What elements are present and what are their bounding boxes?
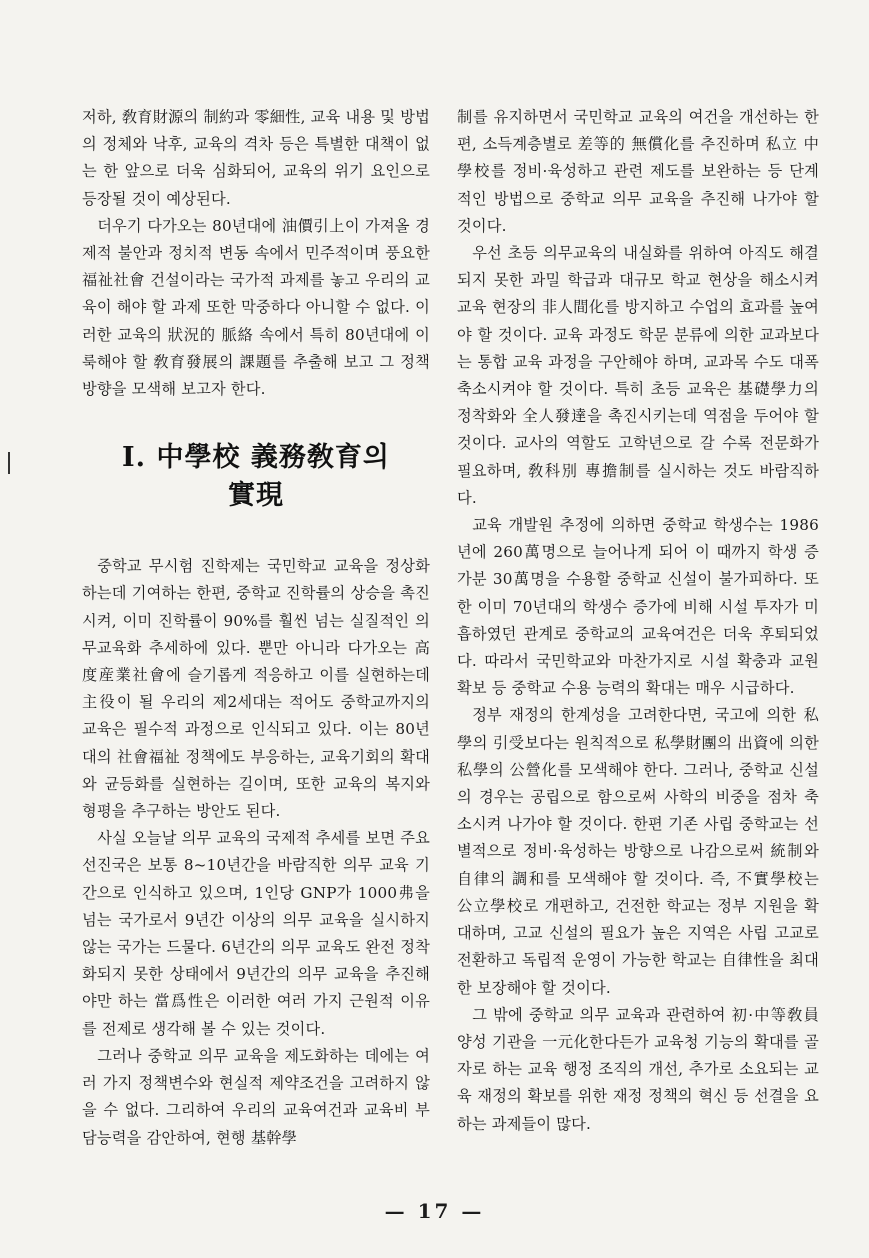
right-paragraph-2: 교육 개발원 추정에 의하면 중학교 학생수는 1986년에 260萬명으로 늘어나게 되어 이 때까지 학생 증가분 30萬명을 수용할 중학교 신설이 불가피하다. 또한 이미 70년대의 학생수 증가에 비해 시설 투자가 미흡하였던 관계로 중학교의 교육여건은 더욱 후퇴되었다. 따라서 국민학교와 마찬가지로 시설 확충과 교원 확보 등 중학교 수용 능력의 확대는 매우 시급하다. <box>457 516 819 698</box>
margin-mark <box>8 452 10 474</box>
section-heading-line2: 實現 <box>228 480 284 512</box>
section-heading <box>82 439 430 515</box>
right-paragraph-1: 우선 초등 의무교육의 내실화를 위하여 아직도 해결되지 못한 과밀 학급과 대규모 학교 현상을 해소시켜 교육 현장의 非人間化를 방지하고 수업의 효과를 높여야 할 것이다. 교육 과정도 학문 분류에 의한 교과보다는 통합 교육 과정을 구안해야 하며, 교과목 수도 대폭 축소시켜야 할 것이다. 특히 초등 교육은 基礎學力의 정착화와 全人發達을 촉진시키는데 역점을 두어야 할 것이다. 교사의 역할도 고학년으로 갈 수록 전문화가 필요하며, 敎科別 專擔制를 실시하는 것도 바람직하다. <box>457 244 819 507</box>
body-paragraph-1: 중학교 무시험 진학제는 국민학교 교육을 정상화하는데 기여하는 한편, 중학교 진학률의 상승을 촉진시켜, 이미 진학률이 90%를 훨씬 넘는 실질적인 의무교육화 추세하에 있다. 뿐만 아니라 다가오는 高度産業社會에 슬기롭게 적응하고 이를 실현하는데 主役이 될 우리의 제2세대는 적어도 중학교까지의 교육은 필수적 과정으로 인식되고 있다. 이는 80년대의 社會福祉 정책에도 부응하는, 교육기회의 확대와 균등화를 실현하는 길이며, 또한 교육의 복지와 형평을 추구하는 방안도 된다. <box>82 557 430 821</box>
body-paragraph-3: 그러나 중학교 의무 교육을 제도화하는 데에는 여러 가지 정책변수와 현실적 제약조건을 고려하지 않을 수 없다. 그리하여 우리의 교육여건과 교육비 부담능력을 감안하여, 현행 基幹學 <box>82 1046 430 1147</box>
page-number: — 17 — <box>384 1199 485 1223</box>
right-paragraph-4: 그 밖에 중학교 의무 교육과 관련하여 初·中等敎員 양성 기관을 一元化한다든가 교육청 기능의 확대를 골자로 하는 교육 행정 조직의 개선, 추가로 소요되는 교육 재정의 확보를 위한 재정 정책의 혁신 등 선결을 요하는 과제들이 많다. <box>457 1005 819 1133</box>
intro-paragraph-1: 저하, 敎育財源의 制約과 零細性, 교육 내용 및 방법의 정체와 낙후, 교육의 격차 등은 특별한 대책이 없는 한 앞으로 더욱 심화되어, 교육의 위기 요인으로 등장될 것이 예상된다. <box>82 108 430 208</box>
right-column <box>457 104 819 1138</box>
right-paragraph-3: 정부 재정의 한계성을 고려한다면, 국고에 의한 私學의 引受보다는 원칙적으로 私學財團의 出資에 의한 私學의 公營化를 모색해야 한다. 그러나, 중학교 신설의 경우는 공립으로 함으로써 사학의 비중을 점차 축소시켜 나가야 할 것이다. 한편 기존 사립 중학교는 선별적으로 정비·육성하는 방향으로 나감으로써 統制와 自律의 調和를 모색해야 할 것이다. 즉, 不實學校는 公立學校로 개편하고, 건전한 학교는 정부 지원을 확대하며, 고교 신설의 필요가 높은 지역은 사립 고교로 전환하고 독립적 운영이 가능한 학교는 自律性을 최대한 보장해야 할 것이다. <box>457 706 819 997</box>
body-paragraph-2: 사실 오늘날 의무 교육의 국제적 추세를 보면 주요 선진국은 보통 8~10년간을 바람직한 의무 교육 기간으로 인식하고 있으며, 1인당 GNP가 1000弗을 넘는 국가로서 9년간 이상의 의무 교육을 실시하지 않는 국가는 드물다. 6년간의 의무 교육도 완전 정착화되지 못한 상태에서 9년간의 의무 교육을 추진해야만 하는 當爲性은 이러한 여러 가지 근원적 이유를 전제로 생각해 볼 수 있는 것이다. <box>82 829 430 1038</box>
continuation-paragraph: 制를 유지하면서 국민학교 교육의 여건을 개선하는 한편, 소득계층별로 差等的 無償化를 추진하며 私立 中學校를 정비·육성하고 관련 제도를 보완하는 등 단계적인 방법으로 중학교 의무 교육을 추진해 나가야 할 것이다. <box>457 108 819 235</box>
section-heading-line1: I. 中學校 義務敎育의 <box>122 442 390 474</box>
left-column <box>82 104 430 1152</box>
intro-paragraph-2: 더우기 다가오는 80년대에 油價引上이 가져올 경제적 불안과 정치적 변동 속에서 민주적이며 풍요한 福祉社會 건설이라는 국가적 과제를 놓고 우리의 교육이 해야 할 과제 또한 막중하다 아니할 수 없다. 이러한 교육의 狀況的 脈絡 속에서 특히 80년대에 이룩해야 할 敎育發展의 課題를 추출해 보고 그 정책 방향을 모색해 보고자 한다. <box>82 216 430 399</box>
